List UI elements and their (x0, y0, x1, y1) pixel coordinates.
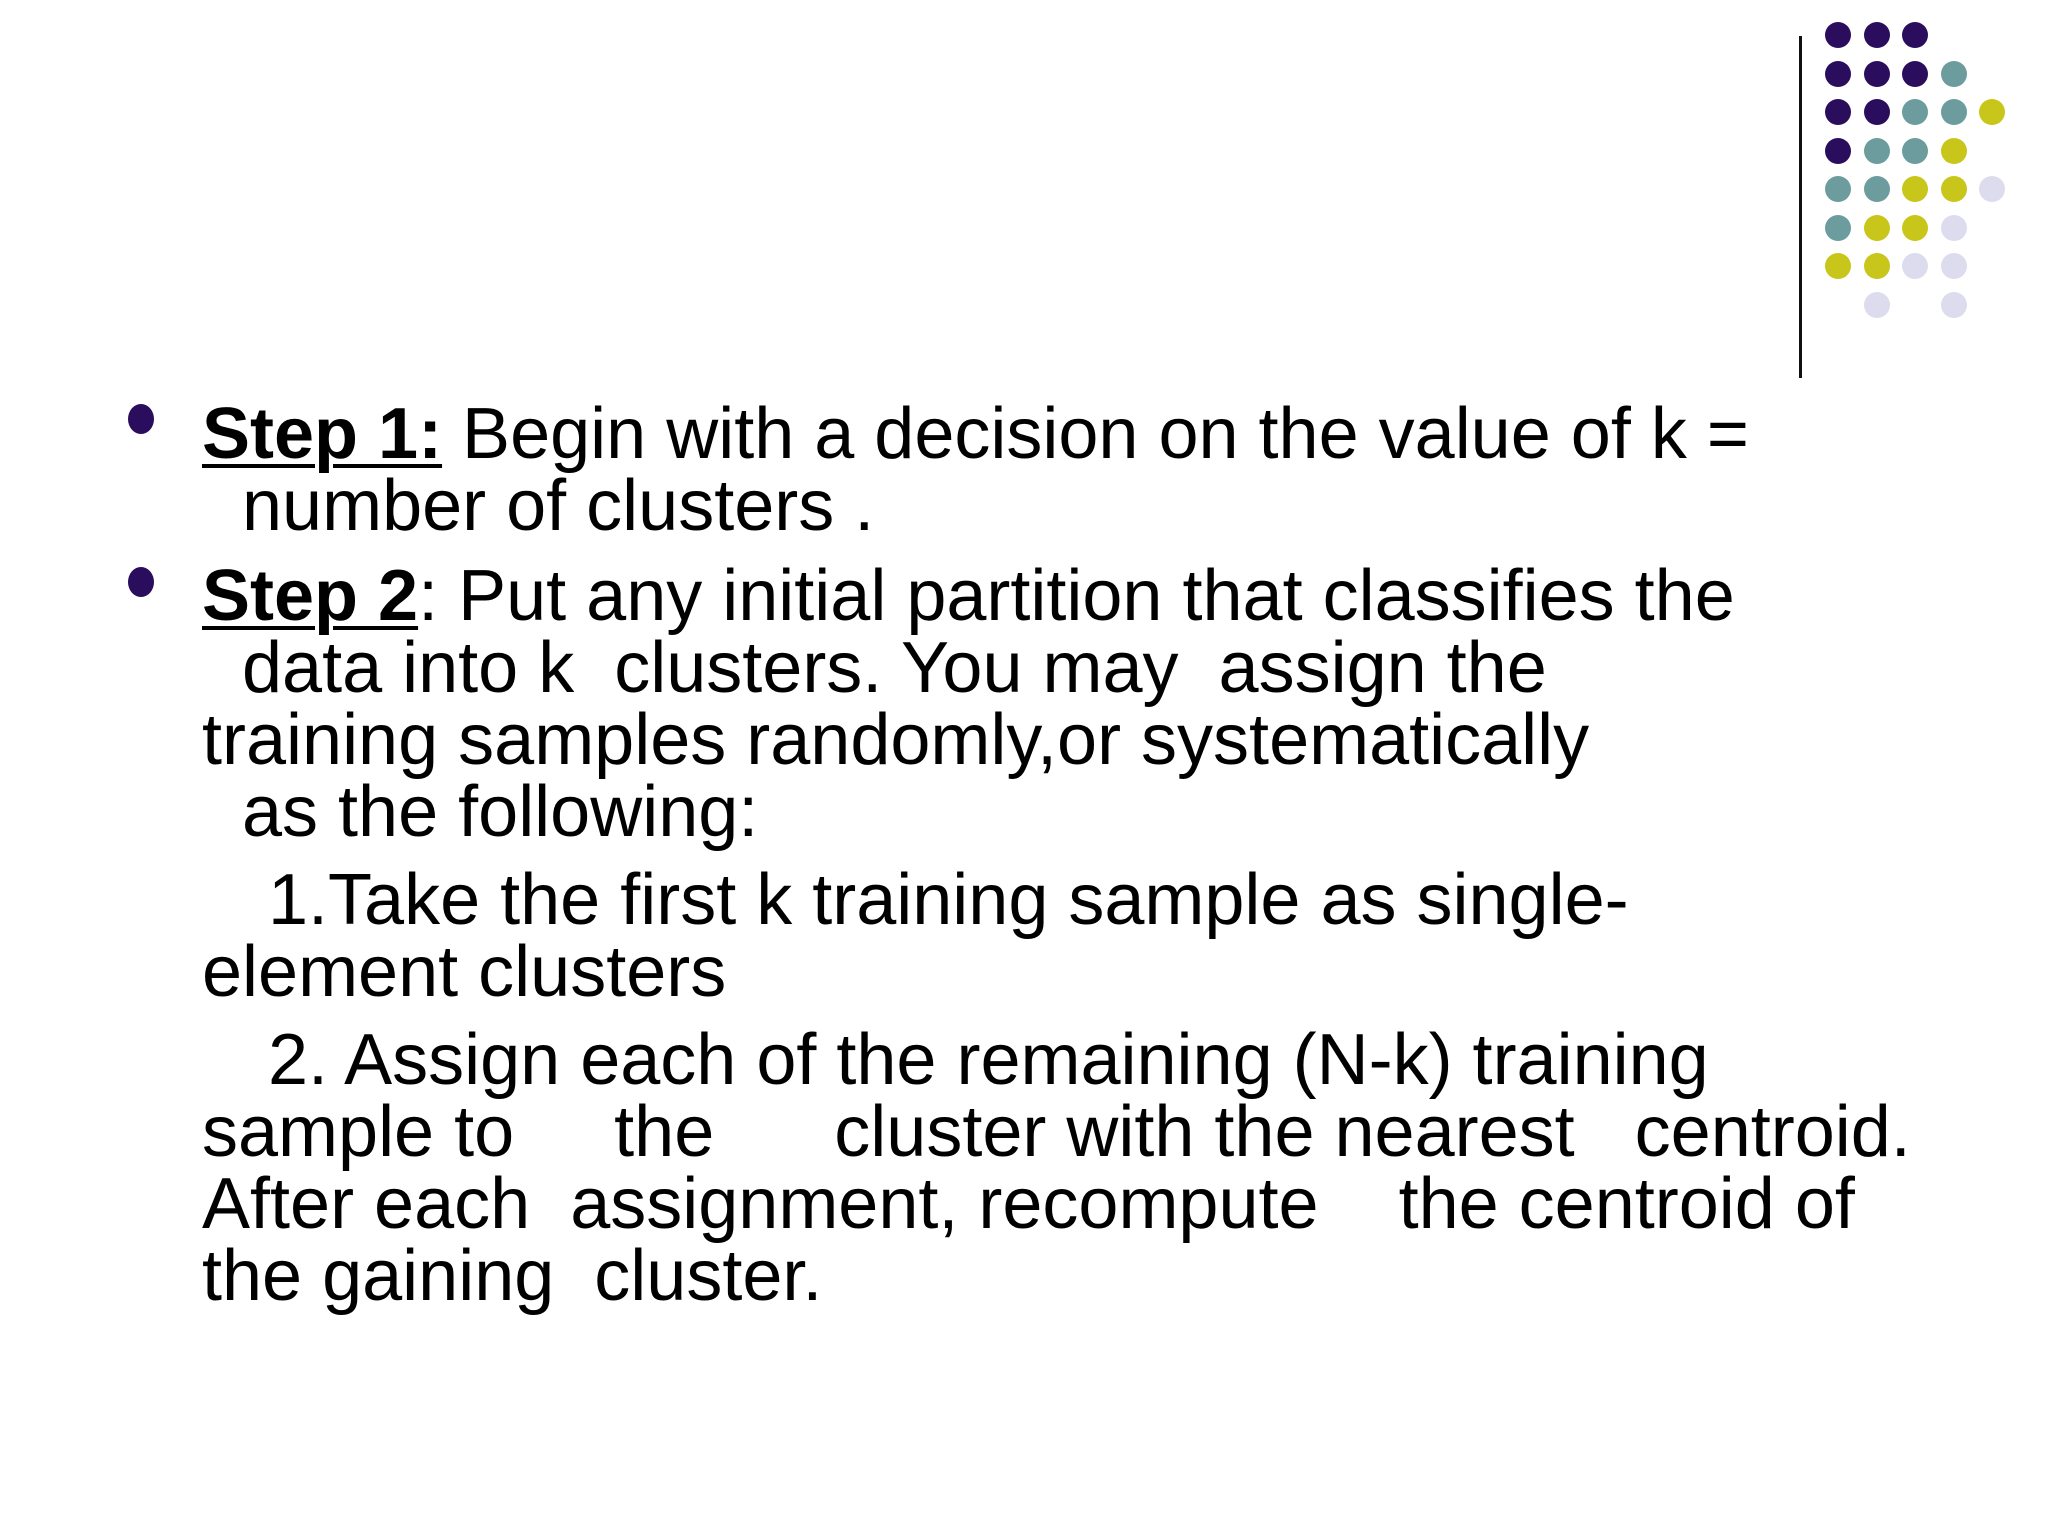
item-2-line-2: sample to the cluster with the nearest centroid. (202, 1092, 1911, 1172)
step-2-line-1 (202, 556, 1735, 636)
step-2-line-2: data into k clusters. You may assign the (242, 628, 1547, 708)
item-1-line-2: element clusters (202, 932, 727, 1012)
item-2-line-3: After each assignment, recompute the centroid of (202, 1164, 1855, 1244)
step-2-line-3: training samples randomly,or systematically (202, 700, 1590, 780)
item-2-line-1: 2. Assign each of the remaining (N-k) training (268, 1020, 1709, 1100)
step-2-line-4: as the following: (242, 772, 759, 852)
bullet-step-2 (128, 567, 154, 597)
step-2-text: : Put any initial partition that classifies the (418, 556, 1735, 636)
step-2-label: Step 2 (202, 556, 419, 636)
step-1-line-2: number of clusters . (242, 466, 875, 546)
step-1-text: Begin with a decision on the value of k = (442, 394, 1749, 474)
step-1-line-1 (202, 394, 1749, 474)
step-1-label: Step 1: (202, 394, 443, 474)
bullet-step-1 (128, 404, 154, 434)
item-2-line-4: the gaining cluster. (202, 1236, 823, 1316)
item-1-line-1: 1.Take the first k training sample as single- (268, 860, 1629, 940)
